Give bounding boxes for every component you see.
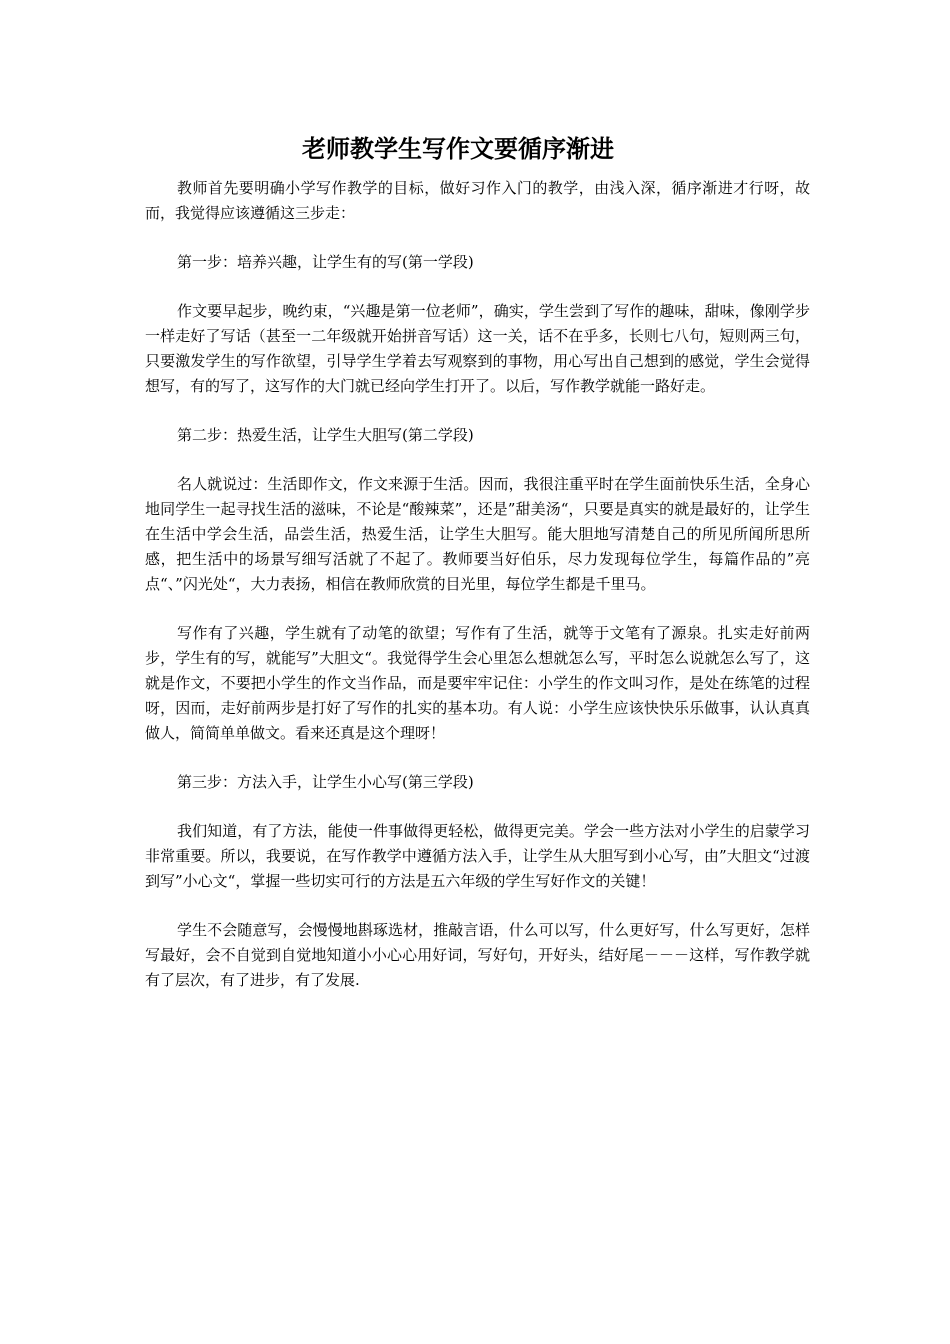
step-one-paragraph: 作文要早起步，晚约束，“兴趣是第一位老师”，确实，学生尝到了写作的趣味，甜味，像刚学步一样走好了写话（甚至一二年级就开始拼音写话）这一关，话不在乎多，长则七八句，短则两三句，只要激发学生的写作欲望，引导学生学着去写观察到的事物，用心写出自己想到的感觉，学生会觉得想写，有的写了，这写作的大门就已经向学生打开了。以后，写作教学就能一路好走。 — [145, 302, 810, 395]
step-three-paragraph-2: 学生不会随意写，会慢慢地斟琢选材，推敲言语，什么可以写，什么更好写，什么写更好，怎样写最好，会不自觉到自觉地知道小小心心用好词，写好句，开好头，结好尾－－－这样，写作教学就有了层次，有了进步，有了发展. — [145, 921, 810, 989]
step-three-heading: 第三步：方法入手，让学生小心写(第三学段) — [177, 773, 474, 791]
step-two-heading: 第二步：热爱生活，让学生大胆写(第二学段) — [177, 426, 474, 444]
document-body — [145, 176, 810, 1017]
step-two-paragraph-2: 写作有了兴趣，学生就有了动笔的欲望；写作有了生活，就等于文笔有了源泉。扎实走好前两步，学生有的写，就能写”大胆文“。我觉得学生会心里怎么想就怎么写，平时怎么说就怎么写了，这就是作文，不要把小学生的作文当作品，而是要牢牢记住：小学生的作文叫习作，是处在练笔的过程呀，因而，走好前两步是打好了写作的扎实的基本功。有人说：小学生应该快快乐乐做事，认认真真做人，简简单单做文。看来还真是这个理呀！ — [145, 624, 810, 742]
step-one-heading: 第一步：培养兴趣，让学生有的写(第一学段) — [177, 253, 474, 271]
page-title: 老师教学生写作文要循序渐进 — [302, 134, 614, 163]
step-three-paragraph-1: 我们知道，有了方法，能使一件事做得更轻松，做得更完美。学会一些方法对小学生的启蒙学习非常重要。所以，我要说，在写作教学中遵循方法入手，让学生从大胆写到小心写，由”大胆文“过渡到写”小心文“，掌握一些切实可行的方法是五六年级的学生写好作文的关键！ — [145, 822, 810, 890]
intro-paragraph: 教师首先要明确小学写作教学的目标，做好习作入门的教学，由浅入深，循序渐进才行呀，故而，我觉得应该遵循这三步走： — [145, 179, 810, 222]
step-two-paragraph-1: 名人就说过：生活即作文，作文来源于生活。因而，我很注重平时在学生面前快乐生活，全身心地同学生一起寻找生活的滋味，不论是“酸辣菜”，还是”甜美汤“，只要是真实的就是最好的，让学生在生活中学会生活，品尝生活，热爱生活，让学生大胆写。能大胆地写清楚自己的所见所闻所思所感，把生活中的场景写细写活就了不起了。教师要当好伯乐，尽力发现每位学生，每篇作品的”亮点“、”闪光处“，大力表扬，相信在教师欣赏的目光里，每位学生都是千里马。 — [145, 475, 810, 593]
